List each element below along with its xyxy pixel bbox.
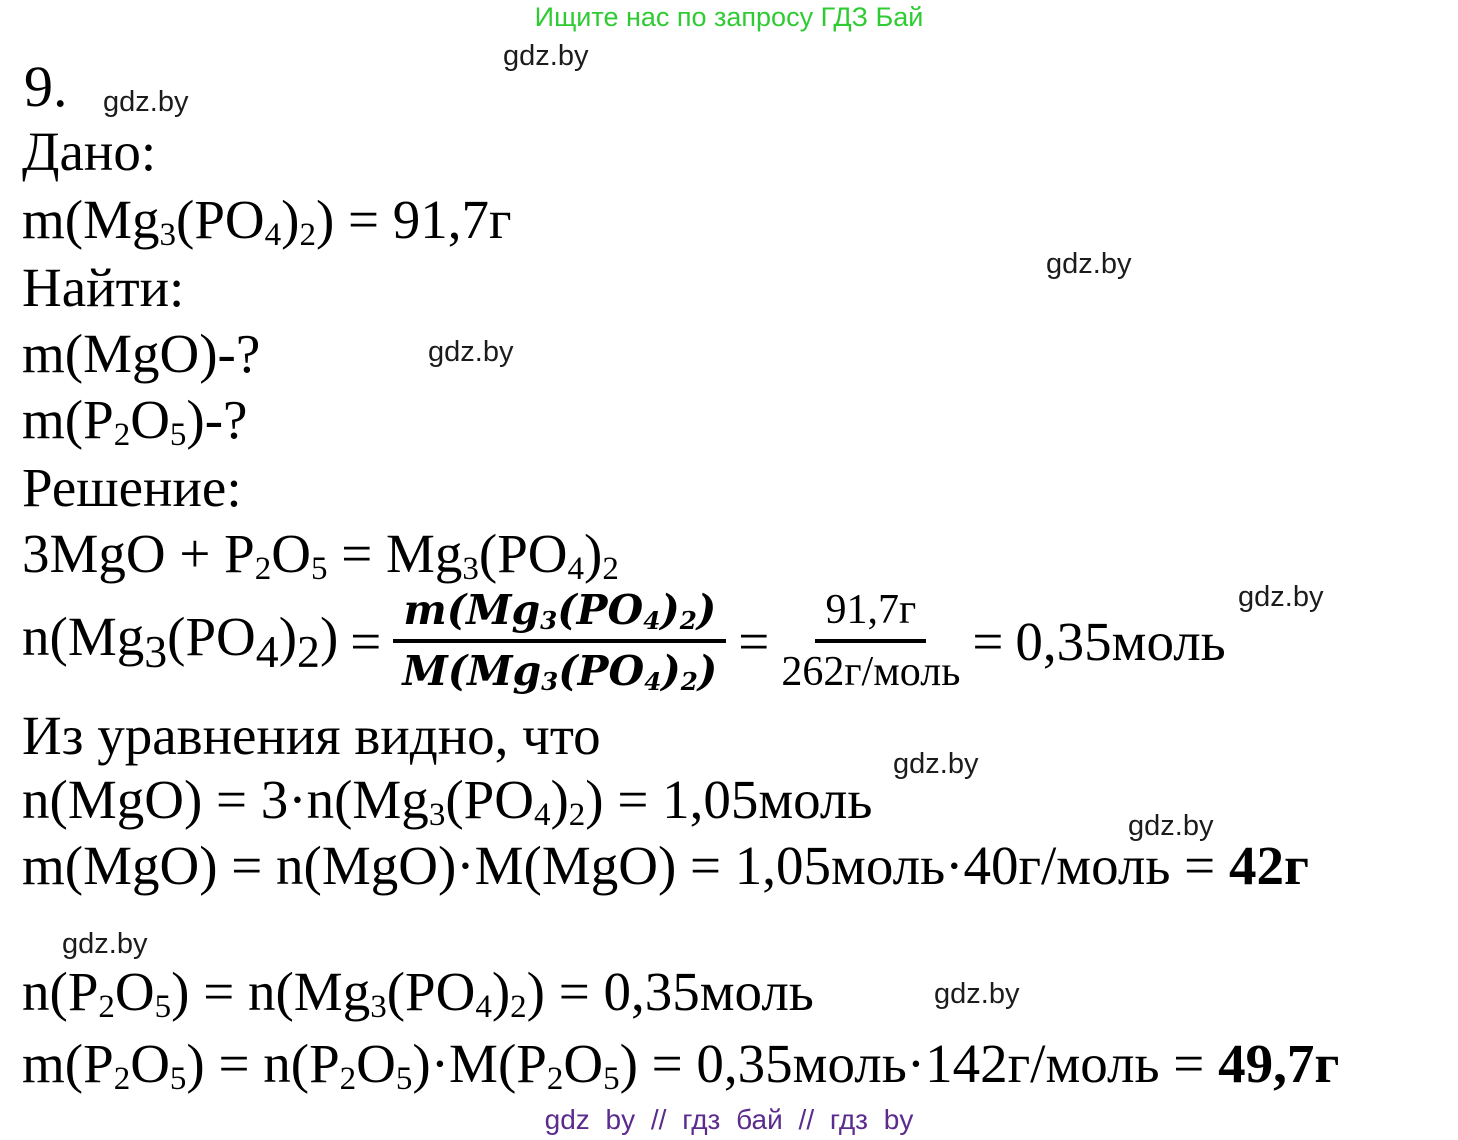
watermark-gdz: gdz.by — [428, 336, 514, 368]
watermark-gdz: gdz.by — [934, 978, 1020, 1010]
find-p2o5-line: $m(P_2O_5)-$? — [22, 389, 248, 453]
mole-calculation-equation — [22, 588, 1226, 694]
watermark-gdz: gdz.by — [893, 748, 979, 780]
numeric-fraction — [781, 588, 960, 694]
fraction-numerator: $m(Mg_3(PO_4)_2)$ — [393, 589, 726, 643]
watermark-gdz: gdz.by — [503, 40, 589, 72]
watermark-gdz: gdz.by — [1046, 248, 1132, 280]
footer-search-hints: gdz by // гдз бай // гдз by — [544, 1104, 914, 1135]
mole-result: 0,35моль — [1015, 610, 1226, 672]
solution-label: Решение: — [22, 457, 242, 518]
mole-equation-lhs: $n(Mg_3(PO_4)_2)$ — [22, 605, 339, 677]
reaction-equation: $3MgO + P_2O_5 = Mg_3(PO_4)_2$ — [22, 523, 619, 587]
equals-sign: = — [738, 610, 770, 672]
given-mass-line: $m(Mg_3(PO_4)_2) = 91,7г$ — [22, 189, 512, 253]
fraction-denominator: $M(Mg_3(PO_4)_2)$ — [402, 647, 718, 696]
m-p2o5-line: $m(P_2O_5) = n(P_2O_5)\cdot M(P_2O_5)$ = 0,35моль·142г/моль = 49,7г — [22, 1033, 1340, 1097]
m-mgo-line: m(MgO) = n(MgO)·M(MgO) = 1,05моль·40г/моль = 42г — [22, 835, 1309, 896]
watermark-gdz: gdz.by — [62, 928, 148, 960]
given-label: Дано: — [22, 121, 157, 182]
watermark-gdz: gdz.by — [1128, 810, 1214, 842]
find-mgo-line: m(MgO)-? — [22, 323, 261, 384]
fraction-numerator: 91,7г — [815, 588, 926, 643]
problem-number: 9. — [24, 54, 68, 119]
fraction-denominator: 262г/моль — [781, 649, 961, 696]
equals-sign: = — [350, 610, 382, 672]
find-label: Найти: — [22, 257, 185, 318]
n-p2o5-line: $n(P_2O_5) = n(Mg_3(PO_4)_2)$ = 0,35моль — [22, 961, 814, 1025]
from-equation-note: Из уравнения видно, что — [22, 705, 601, 766]
n-mgo-line: $n(MgO) = 3\cdot n(Mg_3(PO_4)_2)$ = 1,05моль — [22, 769, 873, 833]
watermark-gdz: gdz.by — [1238, 581, 1324, 613]
mass-over-molar-mass-fraction — [393, 586, 726, 696]
watermark-gdz: gdz.by — [103, 86, 189, 118]
equals-sign: = — [972, 610, 1004, 672]
promo-header-text: Ищите нас по запросу ГДЗ Бай — [534, 2, 924, 32]
